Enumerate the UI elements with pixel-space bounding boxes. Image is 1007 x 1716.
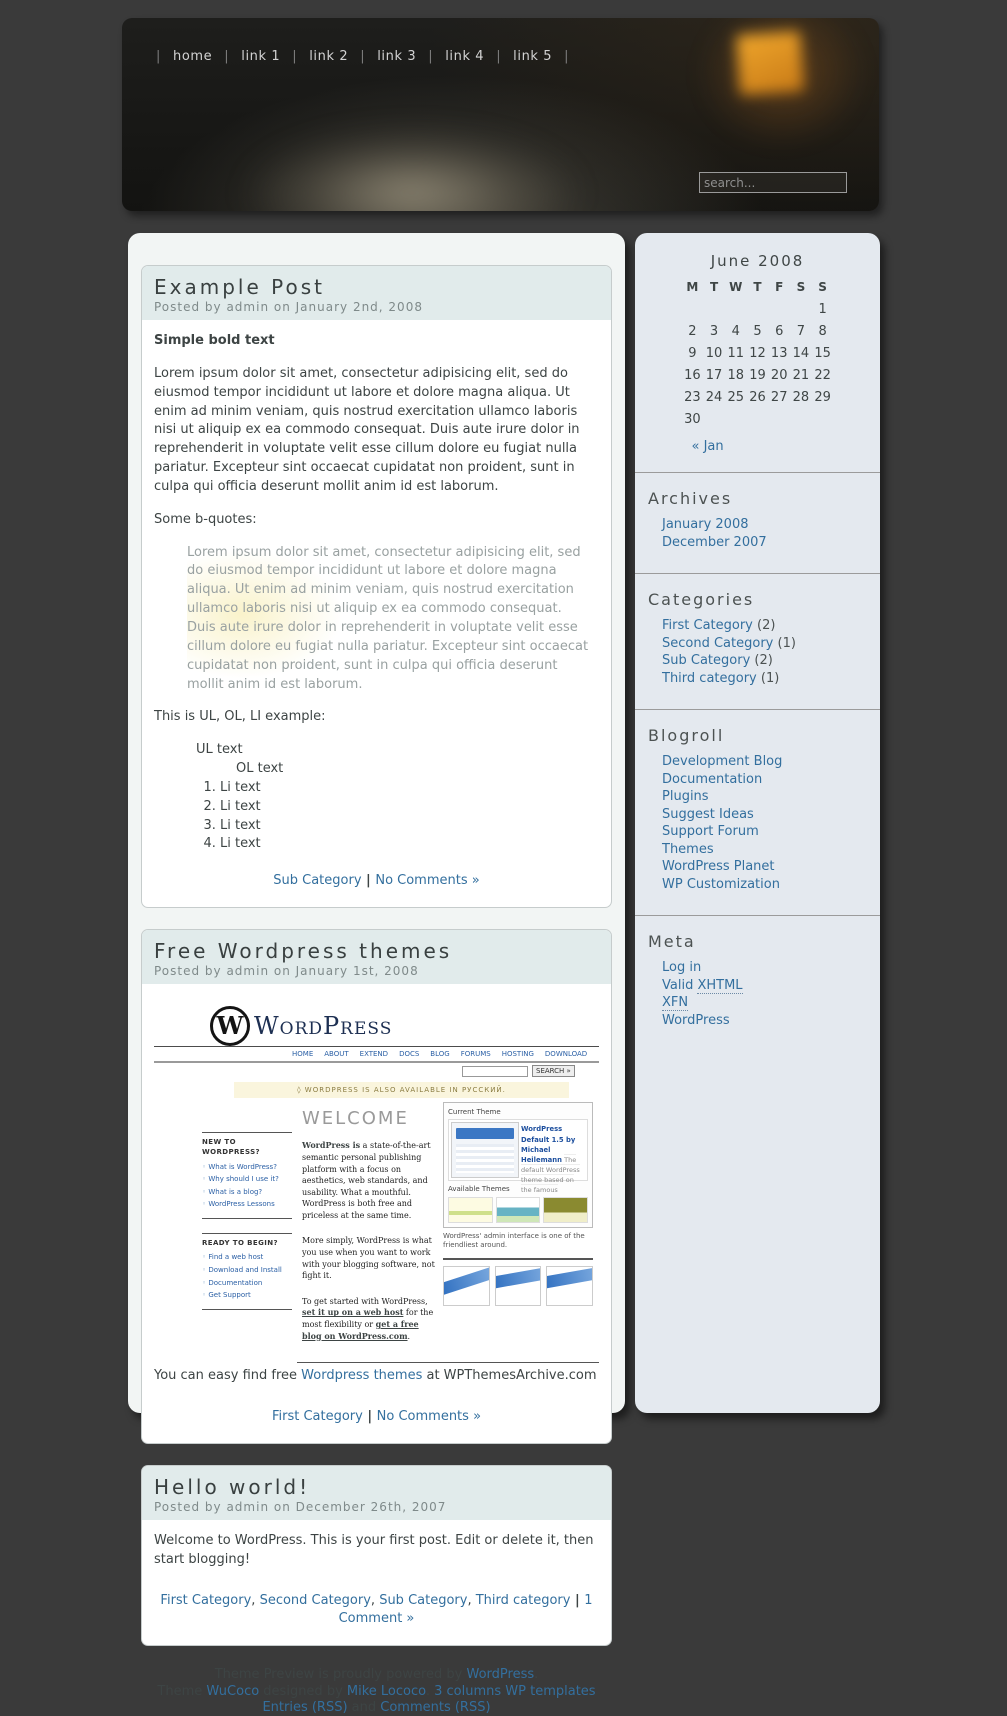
nav-item <box>484 49 552 64</box>
archives-heading: Archives <box>648 489 733 508</box>
paragraph: Lorem ipsum dolor sit amet, consectetur adipisicing elit, sed do eiusmod tempor incididunt ut labore et dolore magna aliqua. Ut enim ad minim veniam, quis nostrud exercitation ullamco laboris nisi ut aliquip ex ea commodo consequat. Duis aute irure dolor in reprehenderit in voluptate velit esse cillum dolore eu fugiat nulla pariatur. Excepteur sint occaecat cupidatat non proident, sunt in culpa qui officia deserunt mollit anim id est laborum. <box>154 365 580 494</box>
main-content <box>128 233 625 1716</box>
wp-nav-group <box>202 1233 292 1310</box>
wp-theme-info <box>519 1122 585 1195</box>
calendar-weekday: T <box>753 280 762 294</box>
inline-text: . <box>425 1683 435 1699</box>
inline-link[interactable]: XHTML <box>697 977 743 993</box>
calendar-day <box>725 412 747 427</box>
wp-group-links <box>202 1252 292 1300</box>
inline-link[interactable]: WordPress <box>466 1667 535 1683</box>
inline-text: and <box>347 1700 381 1716</box>
calendar-weekday-row <box>682 280 834 294</box>
blogroll-link[interactable]: Documentation <box>662 771 763 787</box>
footer-line-feeds <box>128 1700 625 1716</box>
wp-sidebar-link: ◦ Download and Install <box>202 1265 292 1275</box>
wp-theme-thumbnails <box>448 1197 588 1223</box>
inline-link[interactable]: Valid <box>662 977 698 993</box>
site-footer <box>128 1667 625 1716</box>
wp-sidebar-link: ◦ What is a blog? <box>202 1187 292 1197</box>
post-example-post <box>141 265 612 908</box>
categories-list <box>648 617 870 687</box>
archives-widget <box>635 473 880 555</box>
nav-link[interactable]: link 4 <box>445 49 485 64</box>
list-item: 2. Li text <box>220 798 599 817</box>
post-meta: Posted by admin on January 2nd, 2008 <box>154 300 423 314</box>
inline-link[interactable]: Sub Category <box>662 653 751 668</box>
post-body <box>142 320 611 907</box>
wp-sidebar-link: ◦ Documentation <box>202 1278 292 1288</box>
wp-sidebar-link: ◦ Why should I use it? <box>202 1174 292 1184</box>
inline-link[interactable]: Entries (RSS) <box>262 1700 348 1716</box>
wp-theme-thumb <box>448 1197 493 1223</box>
wordpress-logo-icon: W <box>210 1006 250 1046</box>
wordpress-logo <box>210 1006 392 1046</box>
category-item <box>662 617 870 635</box>
calendar-day: 14 <box>792 346 810 361</box>
category-item <box>662 670 870 688</box>
calendar-caption: June 2008 <box>710 252 805 270</box>
calendar-day <box>747 412 769 427</box>
post-header <box>142 1466 611 1520</box>
category-item <box>662 652 870 670</box>
wp-current-theme-box <box>443 1102 593 1227</box>
wp-nav-item: EXTEND <box>359 1050 389 1059</box>
quotes-label: Some b-quotes: <box>154 511 257 527</box>
wp-mini-thumb <box>443 1266 490 1306</box>
post-title[interactable]: Example Post <box>154 275 325 299</box>
inline-text: designed by <box>259 1683 347 1699</box>
nav-link[interactable]: home <box>172 49 213 64</box>
calendar-day: 27 <box>770 390 788 405</box>
wp-bottom-rule <box>297 1362 599 1363</box>
calendar-day <box>790 302 812 317</box>
inline-text: a state-of-the-art semantic personal publishing platform with a focus on aesthetics, web standards, and usability. What a mouthful. WordPress is both free and priceless at the same time. <box>301 1141 431 1220</box>
calendar-day: 30 <box>684 412 701 427</box>
calendar-day: 24 <box>705 390 723 405</box>
inline-text: set it up on a web host <box>301 1307 404 1318</box>
wp-theme-description: The default WordPress theme based on the famous <box>521 1155 580 1195</box>
wp-admin-thumbnail <box>451 1122 519 1178</box>
nav-separator: | <box>224 49 230 64</box>
calendar-day: 28 <box>792 390 810 405</box>
inline-text: , <box>370 1592 380 1608</box>
blogroll-link[interactable]: WP Customization <box>662 876 780 892</box>
inline-link[interactable]: First Category <box>271 1409 363 1425</box>
calendar-day: 29 <box>814 390 831 405</box>
inline-link[interactable]: No Comments » <box>375 873 480 889</box>
wp-group-links <box>202 1162 292 1210</box>
inline-link[interactable]: Sub Category <box>379 1592 468 1608</box>
wp-group-heading: NEW TO WORDPRESS? <box>202 1138 261 1157</box>
calendar-weekday: M <box>686 280 699 294</box>
calendar-day: 26 <box>749 390 766 405</box>
calendar-day: 22 <box>814 368 831 383</box>
calendar-day: 9 <box>688 346 697 361</box>
header-photo-light-blob <box>242 128 582 211</box>
wp-mini-thumbnails <box>443 1266 593 1306</box>
wp-left-sidebar <box>202 1102 292 1356</box>
category-item <box>662 635 870 653</box>
blogroll-link[interactable]: Plugins <box>662 789 709 804</box>
inline-text: | <box>570 1592 585 1608</box>
blogroll-link[interactable]: Development Blog <box>662 754 783 769</box>
wordpress-wordmark: WordPress <box>254 1011 393 1040</box>
meta-link <box>662 977 870 995</box>
calendar-day: 5 <box>753 324 762 339</box>
paragraph: Welcome to WordPress. This is your first post. Edit or delete it, then start blogging! <box>154 1532 594 1567</box>
wp-theme-thumb <box>543 1197 588 1223</box>
calendar-day <box>768 412 790 427</box>
top-nav <box>144 49 581 64</box>
archive-link[interactable]: January 2008 <box>662 517 749 532</box>
calendar-day: 3 <box>709 324 719 339</box>
blogroll-heading: Blogroll <box>648 726 725 745</box>
wp-nav-item: HOME <box>292 1050 314 1059</box>
nav-link[interactable]: link 2 <box>309 49 349 64</box>
inline-text: More simply, WordPress is what you use when you want to work with your blogging software, not fight it. <box>301 1236 435 1281</box>
wp-nav-item: DOWNLOAD <box>544 1050 588 1059</box>
inline-text: To get started with WordPress, <box>301 1296 428 1306</box>
nav-separator: | <box>292 49 298 64</box>
inline-text: Theme Preview is proudly powered by <box>214 1667 467 1683</box>
post-meta: Posted by admin on January 1st, 2008 <box>154 964 419 979</box>
post-text-line <box>154 1367 599 1386</box>
calendar-day: 4 <box>731 324 740 339</box>
inline-link[interactable]: Sub Category <box>273 873 362 889</box>
wp-right-column <box>443 1102 593 1356</box>
post-body <box>142 1520 611 1645</box>
site-header <box>122 18 879 211</box>
calendar-day: 7 <box>796 324 806 339</box>
inline-link[interactable]: First Category <box>662 618 753 633</box>
meta-link <box>662 994 870 1012</box>
wp-nav-item: HOSTING <box>501 1050 534 1059</box>
inline-text: Theme <box>157 1683 207 1699</box>
categories-heading: Categories <box>648 590 755 609</box>
ordered-list <box>200 779 599 854</box>
sidebar <box>635 233 880 1413</box>
ul-item: UL text <box>196 742 243 758</box>
blogroll-list <box>648 753 870 893</box>
archives-list <box>648 516 870 551</box>
calendar-weekday: W <box>729 280 743 294</box>
bold-text: Simple bold text <box>154 333 275 348</box>
wp-nav-group <box>202 1132 292 1219</box>
wp-admin-blue-bar <box>456 1128 514 1139</box>
wp-nav-item: ABOUT <box>324 1050 349 1059</box>
nav-separator: | <box>360 49 366 64</box>
calendar-day: 25 <box>727 390 745 405</box>
calendar-day: 2 <box>688 324 697 339</box>
wp-main-column <box>302 1102 435 1356</box>
wp-current-theme-label: Current Theme <box>448 1108 501 1117</box>
calendar-day: 11 <box>727 346 745 361</box>
nav-item <box>144 49 212 64</box>
calendar-day: 8 <box>818 324 827 339</box>
inline-text: | <box>362 1409 377 1425</box>
post-footer-links <box>154 864 599 895</box>
calendar-weekday: S <box>796 280 806 294</box>
post-hello-world <box>141 1465 612 1646</box>
blogroll-link[interactable]: WordPress Planet <box>662 859 775 874</box>
categories-widget <box>635 574 880 691</box>
calendar-widget <box>682 252 834 454</box>
inline-link[interactable]: First Category <box>160 1592 252 1608</box>
wp-sidebar-link: ◦ What is WordPress? <box>202 1162 292 1172</box>
calendar-day <box>790 412 812 427</box>
blogroll-link[interactable]: Support Forum <box>662 824 759 839</box>
wp-admin-rows <box>456 1144 514 1173</box>
calendar-day <box>747 302 769 317</box>
calendar-day: 15 <box>814 346 831 361</box>
calendar-weekday: T <box>709 280 719 294</box>
calendar-day: 10 <box>705 346 723 361</box>
inline-link[interactable]: Comments (RSS) <box>380 1700 491 1716</box>
calendar-weekday: F <box>775 280 784 294</box>
inline-text: | <box>361 873 376 889</box>
calendar-day: 16 <box>684 368 701 383</box>
wp-theme-thumb <box>496 1197 541 1223</box>
nav-separator: | <box>496 49 502 64</box>
nav-link[interactable]: link 5 <box>513 49 553 64</box>
list-item: 4. Li text <box>220 835 599 854</box>
inline-text: WordPress is <box>301 1140 361 1151</box>
header-search-input[interactable] <box>699 172 847 193</box>
calendar-day: 18 <box>727 368 745 383</box>
inline-text: You can easy find free <box>154 1368 302 1384</box>
blogroll-link[interactable]: Suggest Ideas <box>662 806 754 822</box>
inline-text: . <box>534 1667 539 1683</box>
nav-item <box>348 49 416 64</box>
inline-link[interactable]: XFN <box>662 995 689 1010</box>
meta-heading: Meta <box>648 932 696 951</box>
wp-nav-item: FORUMS <box>460 1050 491 1059</box>
calendar-day: 21 <box>792 368 810 383</box>
wp-search-input <box>462 1066 528 1077</box>
calendar-day: 17 <box>705 368 723 383</box>
nav-separator: | <box>156 49 161 64</box>
calendar-day <box>703 412 725 427</box>
post-meta: Posted by admin on December 26th, 2007 <box>154 1499 447 1514</box>
inline-text: . <box>407 1331 411 1341</box>
wp-paragraph <box>302 1140 435 1221</box>
calendar-day: 20 <box>770 368 788 383</box>
wp-language-banner: ◊ WORDPRESS IS ALSO AVAILABLE IN РУССКИЙ. <box>234 1082 569 1098</box>
calendar-weekday: S <box>818 280 827 294</box>
nav-link[interactable]: link 3 <box>377 49 417 64</box>
wp-nav-item: BLOG <box>430 1050 450 1059</box>
nav-item <box>280 49 348 64</box>
inline-text: , <box>251 1592 260 1608</box>
wp-sidebar-link: ◦ Get Support <box>202 1290 292 1300</box>
post-free-wordpress-themes <box>141 929 612 1444</box>
inline-text: (2) <box>752 618 776 633</box>
nav-link[interactable]: link 1 <box>241 49 281 64</box>
inline-link[interactable]: Third category <box>475 1592 571 1608</box>
inline-link[interactable]: WordPress <box>662 1012 730 1028</box>
inline-link[interactable]: Mike Lococo <box>346 1683 426 1699</box>
wp-mini-thumb <box>546 1266 593 1306</box>
calendar-day: 1 <box>818 302 827 317</box>
wp-columns <box>154 1098 599 1356</box>
list-item: 3. Li text <box>220 817 599 836</box>
blogroll-link[interactable]: Themes <box>662 841 714 857</box>
calendar-day: 12 <box>749 346 766 361</box>
inline-text: (1) <box>773 635 796 651</box>
inline-text: , <box>467 1592 476 1608</box>
calendar-day <box>768 302 790 317</box>
wp-theme-name: WordPress Default 1.5 by Michael Heilemann <box>521 1125 576 1164</box>
wp-sidebar-link: ◦ WordPress Lessons <box>202 1199 292 1209</box>
inline-text: (2) <box>750 653 773 668</box>
post-header <box>142 930 611 984</box>
inline-text: for the most flexibility or <box>301 1308 434 1330</box>
nav-item <box>552 49 581 64</box>
wp-divider <box>443 1258 593 1260</box>
wp-sidebar-link: ◦ Find a web host <box>202 1252 292 1262</box>
nav-item <box>416 49 484 64</box>
post-body <box>142 984 611 1443</box>
inline-link[interactable]: 1 Comment » <box>338 1592 593 1627</box>
wp-paragraph <box>302 1296 435 1342</box>
inline-text: get a free blog on WordPress.com <box>301 1319 419 1341</box>
list-intro: This is UL, OL, LI example: <box>154 709 326 725</box>
prev-month-link[interactable]: « Jan <box>691 439 724 454</box>
list-item: 1. Li text <box>220 779 599 798</box>
header-photo-orange-window <box>736 31 804 95</box>
calendar-day <box>703 302 725 317</box>
wp-mini-thumb <box>495 1266 542 1306</box>
blogroll-widget <box>635 710 880 897</box>
inline-text: at WPThemesArchive.com <box>422 1368 597 1384</box>
calendar-day: 13 <box>770 346 788 361</box>
ol-item: OL text <box>236 761 284 777</box>
inline-link[interactable]: Wordpress themes <box>301 1368 423 1384</box>
calendar-day: 6 <box>775 324 784 339</box>
post-title[interactable]: Hello world! <box>154 1474 311 1499</box>
calendar-day <box>682 302 704 317</box>
inline-link[interactable]: Second Category <box>259 1592 371 1608</box>
post-header <box>142 266 611 320</box>
nav-item <box>212 49 280 64</box>
inline-link[interactable]: No Comments » <box>376 1409 482 1425</box>
inline-link[interactable]: Second Category <box>662 635 774 651</box>
calendar-prev-month <box>682 439 834 454</box>
wp-nav <box>154 1047 599 1063</box>
wp-paragraph <box>302 1235 435 1281</box>
inline-text: (1) <box>756 670 780 686</box>
post-title[interactable]: Free Wordpress themes <box>154 939 453 964</box>
nav-separator: | <box>564 49 570 64</box>
post-footer-links <box>154 1400 599 1431</box>
calendar-day: 19 <box>749 368 766 383</box>
inline-link[interactable]: Log in <box>662 960 702 975</box>
footer-line-theme <box>128 1684 625 1700</box>
inline-link[interactable]: WuCoco <box>206 1683 260 1699</box>
inline-link[interactable]: 3 columns WP templates <box>434 1683 596 1699</box>
wp-search-row <box>154 1063 599 1080</box>
post-footer-links <box>154 1584 599 1634</box>
nav-separator: | <box>428 49 434 64</box>
meta-link <box>662 1012 870 1030</box>
calendar-day: 23 <box>684 390 701 405</box>
wp-nav-item: DOCS <box>399 1050 420 1059</box>
meta-widget <box>635 916 880 1033</box>
calendar-day <box>725 302 747 317</box>
wp-available-themes-label: Available Themes <box>448 1185 510 1194</box>
footer-line-powered <box>128 1667 625 1683</box>
blockquote: Lorem ipsum dolor sit amet, consectetur adipisicing elit, sed do eiusmod tempor incididunt ut labore et dolore magna aliqua. Ut enim ad minim veniam, quis nostrud exercitation ullamco laboris nisi ut aliquip ex ea commodo consequat. Duis aute irure dolor in reprehenderit in voluptate velit esse cillum dolore eu fugiat nulla pariatur. Excepteur sint occaecat cupidatat non proident, sunt in culpa qui officia deserunt mollit anim id est laborum. <box>187 544 589 695</box>
wp-logo-row <box>154 1008 599 1047</box>
calendar-day <box>812 412 834 427</box>
archive-link[interactable]: December 2007 <box>662 534 767 550</box>
inline-link[interactable]: Third category <box>662 670 757 686</box>
wp-welcome-heading: WELCOME <box>301 1108 409 1130</box>
wp-admin-caption: WordPress' admin interface is one of the friendliest around. <box>443 1231 585 1249</box>
meta-list <box>648 959 870 1029</box>
wp-search-button: SEARCH » <box>532 1065 575 1077</box>
wordpress-screenshot <box>154 1008 599 1363</box>
wp-group-heading: READY TO BEGIN? <box>202 1239 278 1248</box>
calendar-days-grid <box>682 302 834 427</box>
meta-link <box>662 959 870 977</box>
